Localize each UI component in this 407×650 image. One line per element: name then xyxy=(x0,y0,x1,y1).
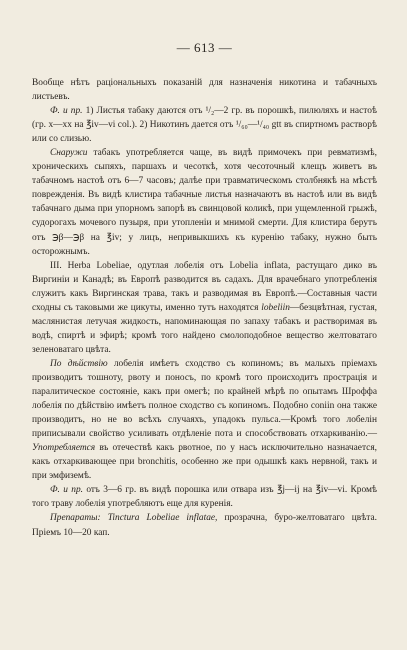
paragraph xyxy=(32,146,377,258)
text-segment: лобелія имѣетъ сходство съ копиномъ; въ малыхъ пріемахъ производитъ тошноту, рвоту и поносъ, по кромѣ того происходитъ прострація и паралитическое состояніе, какъ при омегѣ; по крайней мѣрѣ по опытамъ Шроффа лобелія по дѣйствію имѣетъ полное сходство съ копиномъ. Подобно coniin она также производитъ, но не во всѣхъ случаяхъ, упадокъ пульса.—Кромѣ того лобелін приписывали свойство усиливать отдѣленіе пота и способствовать отхаркиванію.— xyxy=(32,358,378,440)
paragraph xyxy=(32,483,377,511)
text-segment: прозрачна, буро-желтоватаго цвѣта. Пріемъ 10—20 кап. xyxy=(32,513,377,538)
page-number: — 613 — xyxy=(176,40,233,55)
body-text xyxy=(32,76,377,540)
text-segment xyxy=(101,513,108,523)
emphasized-text: Употребляется xyxy=(32,443,96,454)
emphasized-text: Снаружи xyxy=(50,148,88,159)
emphasized-text: Tinctura Lobeliae inflatae, xyxy=(107,513,218,524)
text-segment: —безцвѣтная, густая, маслянистая летучая жидкость, напоминающая по запаху табакъ и растворимая въ водѣ, спиртѣ и эфирѣ; кромѣ того найдено смолоподобное вещество желтоватаго зеленоватаго цвѣта. xyxy=(32,302,377,355)
paragraph xyxy=(32,76,377,104)
text-segment: въ отечествѣ какъ рвотное, по у насъ исключительно назначается, какъ отхаркивающее при bronchitis, особенно же при одышкѣ какъ нервной, такъ и при эмфиземѣ. xyxy=(32,443,377,482)
text-segment: табакъ употребляется чаще, въ видѣ примочекъ при ревматизмѣ, хроническихъ сыпяхъ, паршахъ и чесоткѣ, хотя чесоточный клещъ живетъ въ табачномъ настоѣ отъ 6—7 часовъ; далѣе при травматическомъ столбнякѣ на мѣстѣ поврежденія. Въ видѣ клистира табачные листья назначаютъ въ настоѣ или въ видѣ табачнаго дыма при упорномъ запорѣ въ свинцовой коликѣ, при ущемленной грыжѣ, судорогахъ мочевого пузыря, при утопленіи и мнимой смерти. Для клистира берутъ отъ ℈β—℈β на ℥iv; у лицъ, непривыкшихъ къ куренію табаку, нужно быть осторожнымъ. xyxy=(32,148,377,257)
emphasized-text: Препараты: xyxy=(50,513,101,524)
text-segment: III. Herba Lobeliae, одутлая лобелія отъ Lobelia inflata, растущаго дико въ Виргиніи и Канадѣ; въ Европѣ разводится въ садахъ. Для врачебнаго употребленія служитъ какъ Виргинская трава, такъ и разводимая въ Европѣ.—Составныя части сходны съ таковыми же цикуты, именно тутъ находятся xyxy=(32,260,377,313)
text-segment: Вообще нѣтъ раціональныхъ показаній для назначенія никотина и табачныхъ листьевъ. xyxy=(32,78,377,103)
emphasized-text: Ф. и пр. xyxy=(50,106,83,117)
emphasized-text: Ф. и пр. xyxy=(50,485,83,496)
emphasized-text: По дѣйствію xyxy=(50,358,108,369)
paragraph xyxy=(32,259,377,357)
paragraph xyxy=(32,511,377,539)
paragraph xyxy=(32,104,377,146)
emphasized-text: lobeliin xyxy=(261,302,290,313)
text-segment: 1) Листья табаку даются отъ ¹/₂—2 гр. въ порошкѣ, пилюляхъ и настоѣ (гр. x—xx на ℥iv—vi col.). 2) Никотинъ дается отъ ¹/₆₀—¹/₄₀ gtt въ спиртномъ растворѣ или со слизью. xyxy=(32,106,377,145)
text-segment: отъ 3—6 гр. въ видѣ порошка или отвара изъ ℥j—ij на ℥iv—vi. Кромѣ того траву лобелія употребляютъ еще для куренія. xyxy=(32,485,377,510)
paragraph xyxy=(32,357,377,483)
